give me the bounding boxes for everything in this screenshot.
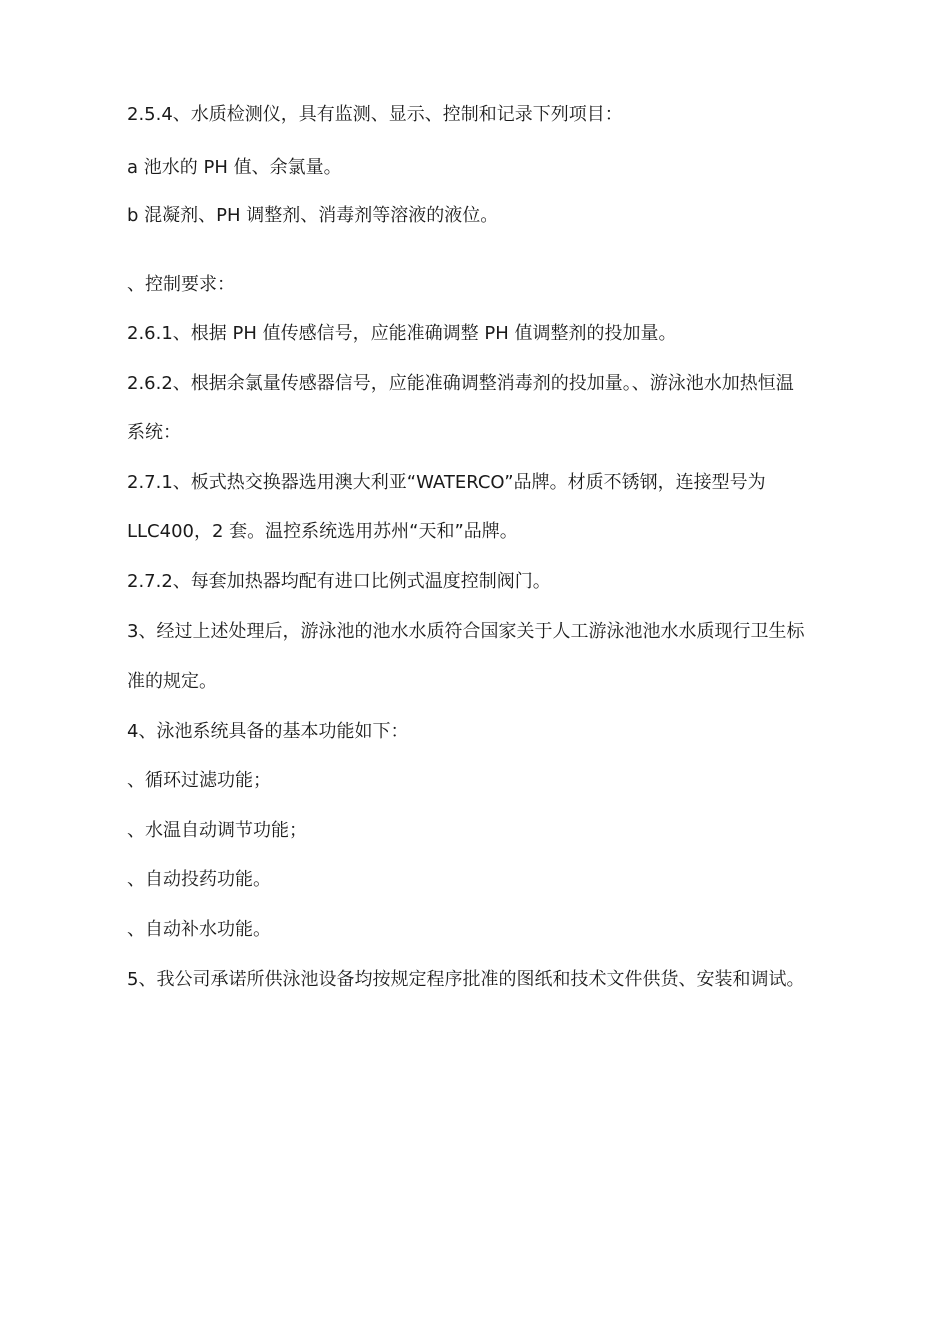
- text-line: 准的规定。: [127, 671, 217, 692]
- text-line: a 池水的 PH 值、余氯量。: [127, 157, 342, 178]
- text-line: 系统：: [127, 422, 181, 443]
- text-line: 3、经过上述处理后，游泳池的池水水质符合国家关于人工游泳池池水水质现行卫生标: [127, 621, 805, 642]
- text-line: 2.6.2、根据余氯量传感器信号，应能准确调整消毒剂的投加量。、游泳池水加热恒温: [127, 373, 794, 394]
- list-item: 、循环过滤功能；: [127, 770, 271, 791]
- list-item: 、自动投药功能。: [127, 869, 271, 890]
- text-line: 4、泳池系统具备的基本功能如下：: [127, 721, 409, 742]
- text-line: LLC400，2 套。温控系统选用苏州“天和”品牌。: [127, 521, 518, 542]
- text-line: 2.7.2、每套加热器均配有进口比例式温度控制阀门。: [127, 571, 551, 592]
- text-line: 5、我公司承诺所供泳池设备均按规定程序批准的图纸和技术文件供货、安装和调试。: [127, 969, 805, 990]
- list-item: 、水温自动调节功能；: [127, 820, 307, 841]
- text-line: 2.5.4、水质检测仪，具有监测、显示、控制和记录下列项目：: [127, 104, 623, 125]
- text-line: 2.6.1、根据 PH 值传感信号，应能准确调整 PH 值调整剂的投加量。: [127, 323, 677, 344]
- text-line: 2.7.1、板式热交换器选用澳大利亚“WATERCO”品牌。材质不锈钢，连接型号为: [127, 472, 766, 493]
- text-line: b 混凝剂、PH 调整剂、消毒剂等溶液的液位。: [127, 205, 499, 226]
- text-line: 、控制要求：: [127, 274, 235, 295]
- list-item: 、自动补水功能。: [127, 919, 271, 940]
